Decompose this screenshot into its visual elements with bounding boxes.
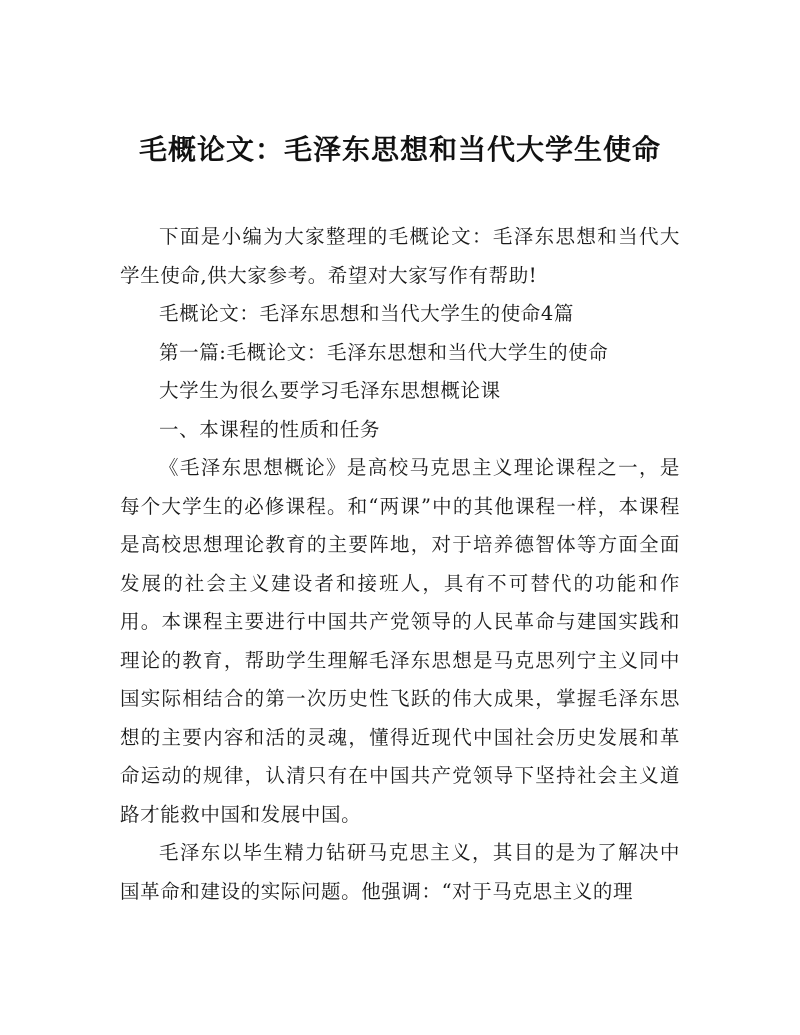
paragraph-mao-study: 毛泽东以毕生精力钻研马克思主义，其目的是为了解决中国革命和建设的实际问题。他强调：“对于马克思主义的理 xyxy=(120,841,680,903)
paragraph-course-nature: 《毛泽东思想概论》是高校马克思主义理论课程之一，是每个大学生的必修课程。和“两课”中的其他课程一样，本课程是高校思想理论教育的主要阵地，对于培养德智体等方面全面发展的社会主义建设者和接班人，具有不可替代的功能和作用。本课程主要进行中国共产党领导的人民革命与建国实践和理论的教育，帮助学生理解毛泽东思想是马克思列宁主义同中国实际相结合的第一次历史性飞跃的伟大成果，掌握毛泽东思想的主要内容和活的灵魂，懂得近现代中国社会历史发展和革命运动的规律，认清只有在中国共产党领导下坚持社会主义道路才能救中国和发展中国。 xyxy=(120,456,680,826)
document-title: 毛概论文：毛泽东思想和当代大学生使命 xyxy=(138,133,661,166)
section-heading-1: 一、本课程的性质和任务 xyxy=(159,417,381,441)
paragraph-collection-title: 毛概论文：毛泽东思想和当代大学生的使命4篇 xyxy=(159,302,575,325)
paragraph-subheading: 大学生为很么要学习毛泽东思想概论课 xyxy=(159,379,501,402)
paragraph-intro: 下面是小编为大家整理的毛概论文：毛泽东思想和当代大学生使命,供大家参考。希望对大家写作有帮助! xyxy=(120,225,680,287)
document-body xyxy=(120,218,680,911)
paragraph-first-article-heading: 第一篇:毛概论文：毛泽东思想和当代大学生的使命 xyxy=(159,340,609,364)
